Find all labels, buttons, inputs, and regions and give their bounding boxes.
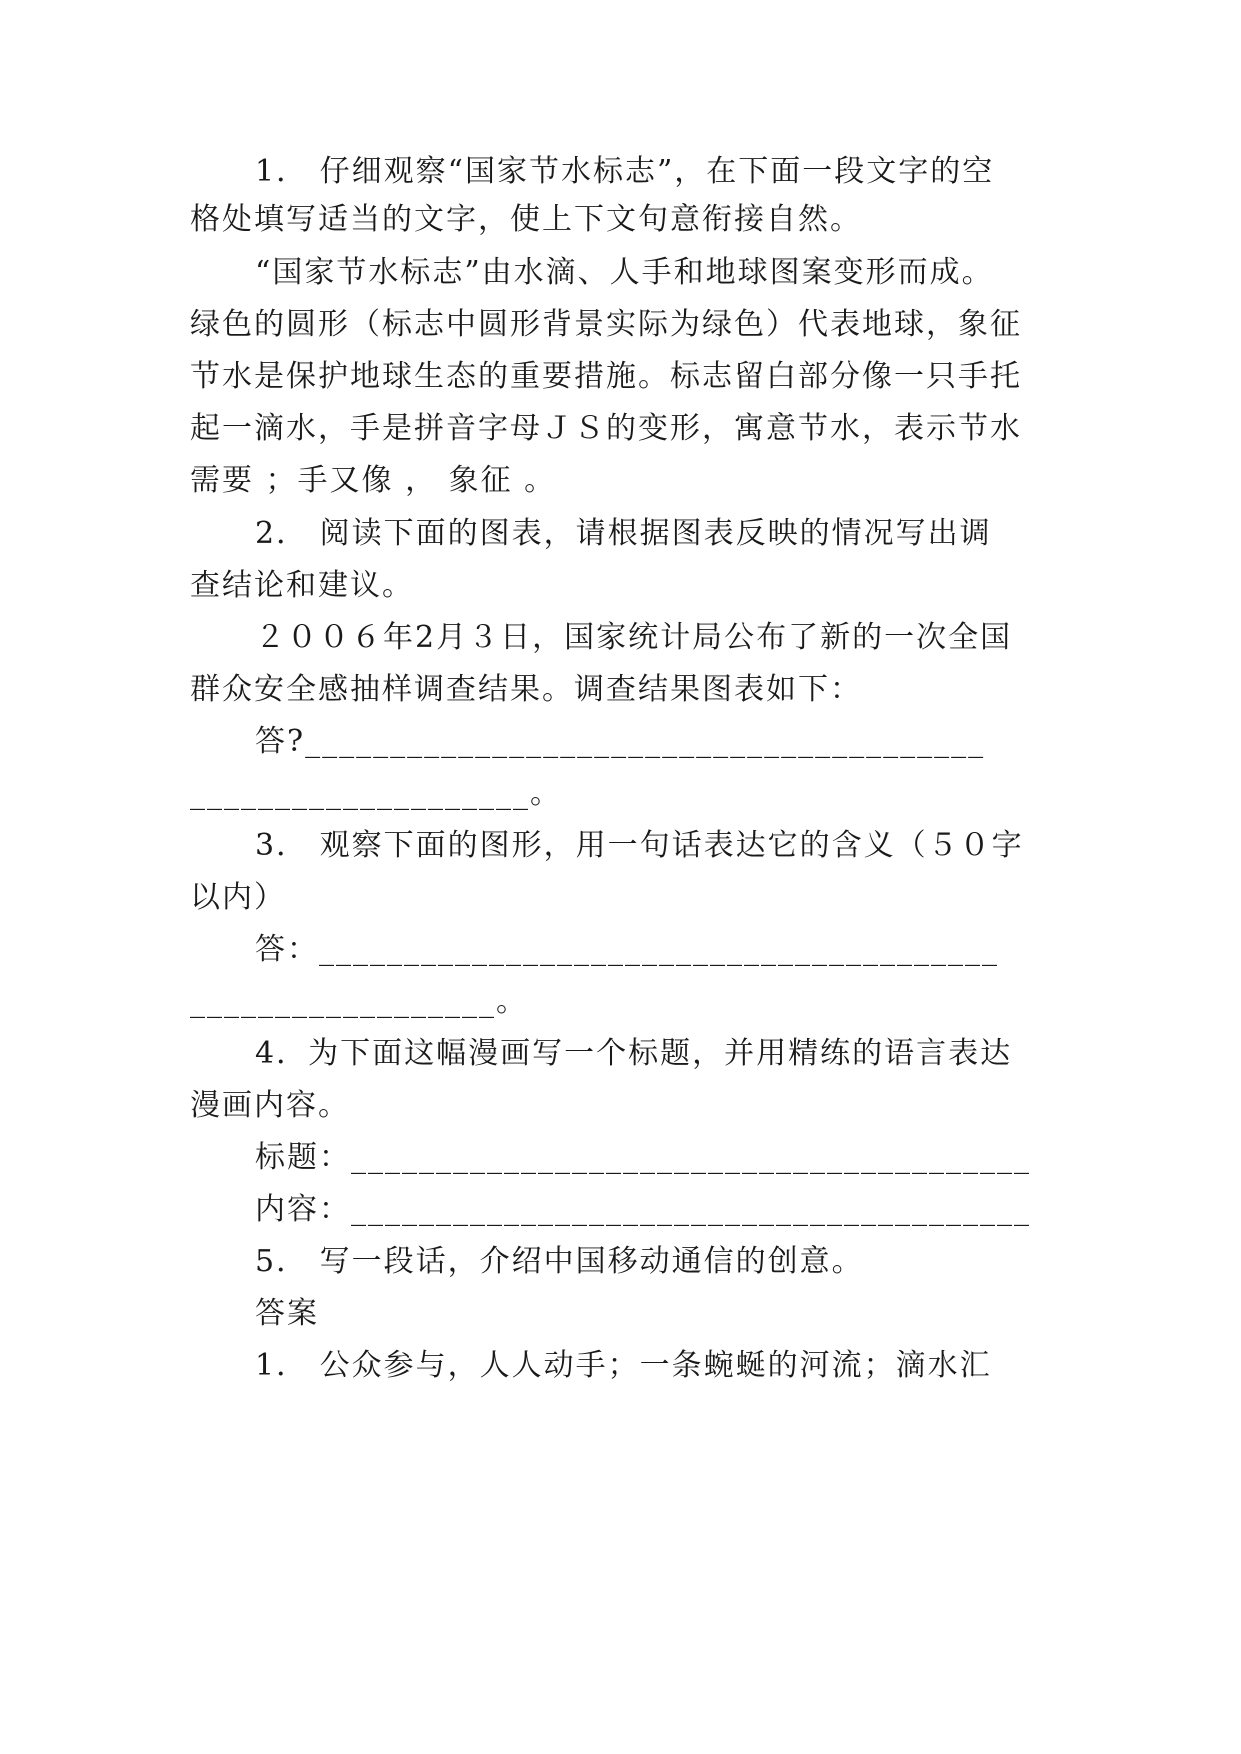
- question-3-line-1: 3． 观察下面的图形，用一句话表达它的含义（５０字: [255, 828, 1024, 863]
- answer-3-blank-1: 答：________________________________________: [255, 932, 999, 967]
- passage-line-4: 起一滴水，手是拼音字母ＪＳ的变形，寓意节水，表示节水: [190, 411, 1022, 446]
- question-1-line-2: 格处填写适当的文字，使上下文句意衔接自然。: [190, 202, 862, 237]
- question-2-line-2: 查结论和建议。: [190, 568, 414, 603]
- passage-line-5: 需要 ；手又像 ， 象征 。: [190, 463, 557, 498]
- answer-2-blank-2: ____________________。: [190, 776, 562, 811]
- question-3-line-2: 以内）: [190, 880, 286, 915]
- content-blank: 内容：________________________________________: [255, 1192, 1031, 1227]
- title-blank: 标题：________________________________________: [255, 1140, 1031, 1175]
- passage-line-1: “国家节水标志”由水滴、人手和地球图案变形而成。: [255, 255, 994, 290]
- passage-line-3: 节水是保护地球生态的重要措施。标志留白部分像一只手托: [190, 359, 1022, 394]
- answer-2-blank-1: 答?________________________________________: [255, 724, 986, 759]
- question-4-line-1: 4．为下面这幅漫画写一个标题，并用精练的语言表达: [255, 1036, 1013, 1071]
- question-5-line-1: 5． 写一段话，介绍中国移动通信的创意。: [255, 1244, 864, 1279]
- passage-line-2: 绿色的圆形（标志中圆形背景实际为绿色）代表地球，象征: [190, 307, 1022, 342]
- answer-1-line-1: 1． 公众参与，人人动手；一条蜿蜒的河流；滴水汇: [255, 1348, 992, 1383]
- answers-heading: 答案: [255, 1296, 319, 1331]
- survey-line-1: ２００６年2月３日，国家统计局公布了新的一次全国: [255, 620, 1013, 655]
- question-4-line-2: 漫画内容。: [190, 1088, 350, 1123]
- question-2-line-1: 2． 阅读下面的图表，请根据图表反映的情况写出调: [255, 516, 992, 551]
- survey-line-2: 群众安全感抽样调查结果。调查结果图表如下：: [190, 672, 862, 707]
- answer-3-blank-2: __________________。: [190, 984, 528, 1019]
- question-1-line-1: 1． 仔细观察“国家节水标志”，在下面一段文字的空: [255, 154, 995, 189]
